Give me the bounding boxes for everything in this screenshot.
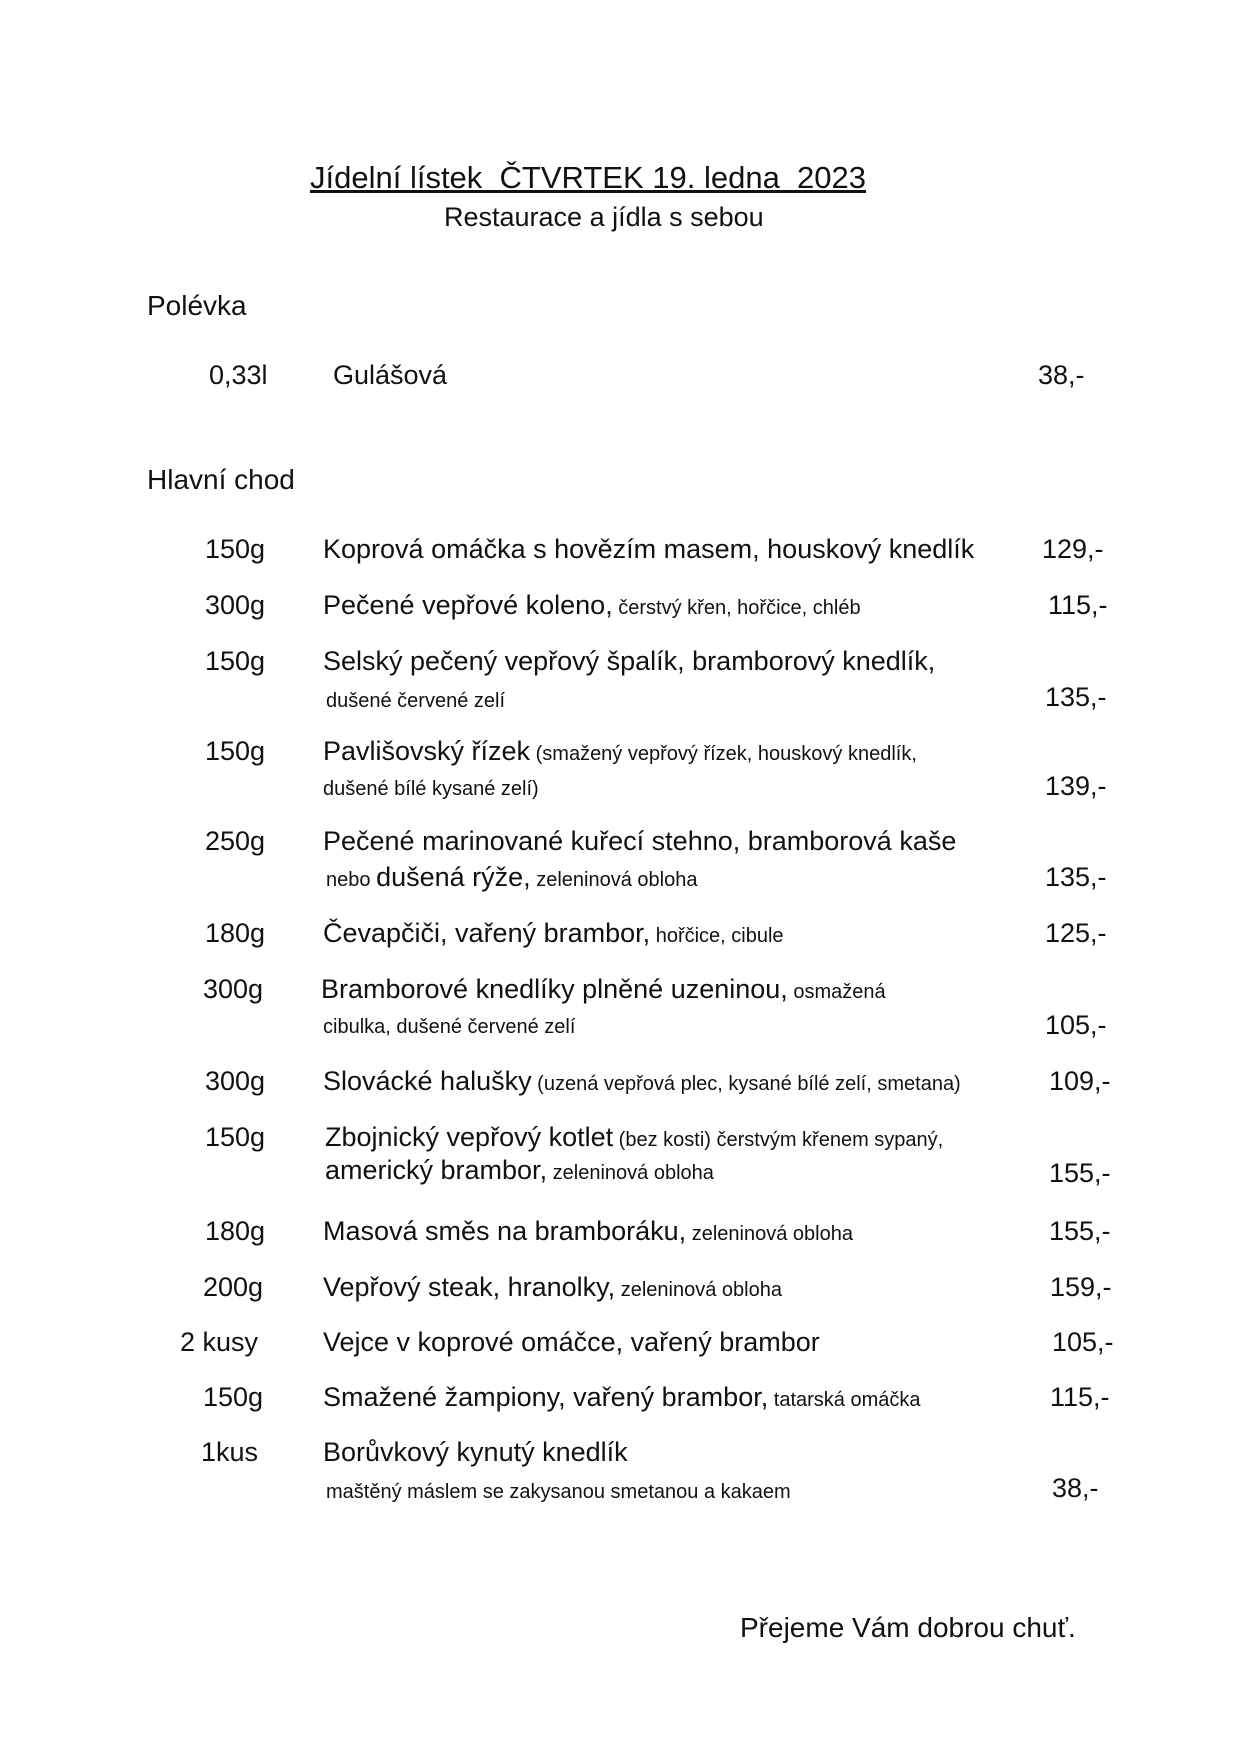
item-quantity: 150g: [203, 1382, 264, 1412]
item-name: [325, 1122, 943, 1153]
item-name-text: Slovácké halušky: [323, 1066, 532, 1096]
item-price: 139,-: [1045, 771, 1107, 801]
item-detail: (bez kosti) čerstvým křenem sypaný,: [613, 1129, 944, 1151]
item-line2: maštěný máslem se zakysanou smetanou a kakaem: [326, 1481, 791, 1503]
item-detail: hořčice, cibule: [650, 925, 784, 947]
item-name: [323, 1382, 921, 1413]
item-name: [323, 918, 784, 949]
item-detail: (smažený vepřový řízek, houskový knedlík,: [530, 743, 917, 765]
item-price: 115,-: [1050, 1382, 1110, 1412]
item-price: 109,-: [1049, 1066, 1111, 1096]
item-detail: čerstvý křen, hořčice, chléb: [612, 597, 861, 619]
item-quantity: 200g: [203, 1272, 264, 1302]
item-quantity: 300g: [203, 974, 264, 1004]
item-quantity: 180g: [205, 1216, 266, 1246]
item-name-text: Čevapčiči, vařený brambor,: [323, 918, 651, 948]
item-detail: tatarská omáčka: [768, 1389, 921, 1411]
item-name: Selský pečený vepřový špalík, bramborový knedlík,: [323, 646, 936, 676]
item-quantity: 250g: [205, 826, 266, 856]
item-quantity: 300g: [205, 1066, 266, 1096]
item-line2: [325, 1155, 714, 1186]
item-quantity: 150g: [205, 1122, 266, 1152]
item-name: Borůvkový kynutý knedlík: [323, 1437, 628, 1467]
item-name: Gulášová: [333, 360, 448, 390]
item-quantity: 150g: [205, 646, 266, 676]
item-price: 115,-: [1048, 590, 1108, 620]
item-name: Vejce v koprové omáčce, vařený brambor: [323, 1327, 820, 1357]
item-name: [323, 736, 917, 767]
item-quantity: 150g: [205, 736, 266, 766]
item-price: 38,-: [1038, 360, 1085, 390]
item-quantity: 300g: [205, 590, 266, 620]
item-price: 105,-: [1045, 1010, 1107, 1040]
item-price: 135,-: [1045, 862, 1107, 892]
closing-greeting: Přejeme Vám dobrou chuť.: [740, 1612, 1076, 1643]
item-name-text: Vepřový steak, hranolky,: [323, 1272, 616, 1302]
menu-title: Jídelní lístek ČTVRTEK 19. ledna 2023: [310, 160, 867, 195]
item-line2-big: dušená rýže,: [376, 862, 531, 892]
item-detail: osmažená: [787, 981, 886, 1003]
item-price: 155,-: [1049, 1216, 1111, 1246]
item-line2-pre: nebo: [326, 869, 377, 891]
item-line2-post: zeleninová obloha: [530, 869, 698, 891]
item-line2: dušené bílé kysané zelí): [323, 778, 539, 800]
item-name: Pečené marinované kuřecí stehno, bramborová kaše: [323, 826, 957, 856]
item-line2: [326, 862, 697, 893]
item-price: 105,-: [1052, 1327, 1114, 1357]
item-line2: cibulka, dušené červené zelí: [323, 1016, 576, 1038]
item-price: 38,-: [1052, 1473, 1099, 1503]
item-detail: (uzená vepřová plec, kysané bílé zelí, smetana): [531, 1073, 961, 1095]
item-price: 159,-: [1050, 1272, 1112, 1302]
item-name-text: Pavlišovský řízek: [323, 736, 531, 766]
item-quantity: 180g: [205, 918, 266, 948]
item-line2-big: americký brambor,: [325, 1155, 548, 1185]
item-line2: dušené červené zelí: [326, 690, 506, 712]
item-name: [323, 1272, 782, 1303]
item-detail: zeleninová obloha: [615, 1279, 782, 1301]
item-name: Koprová omáčka s hovězím masem, houskový knedlík: [323, 534, 975, 564]
section-heading-main: Hlavní chod: [147, 464, 295, 495]
item-quantity: 2 kusy: [180, 1327, 259, 1357]
item-price: 155,-: [1049, 1158, 1111, 1188]
item-name-text: Masová směs na bramboráku,: [323, 1216, 687, 1246]
item-price: 129,-: [1042, 534, 1104, 564]
item-price: 135,-: [1045, 682, 1107, 712]
item-name: [323, 590, 861, 621]
item-quantity: 0,33l: [209, 360, 268, 390]
section-heading-soup: Polévka: [147, 290, 247, 321]
item-line2-post: zeleninová obloha: [547, 1162, 714, 1184]
item-name: [321, 974, 886, 1005]
item-name-text: Smažené žampiony, vařený brambor,: [323, 1382, 769, 1412]
item-name-text: Zbojnický vepřový kotlet: [325, 1122, 614, 1152]
item-name: [323, 1216, 853, 1247]
item-price: 125,-: [1045, 918, 1107, 948]
item-quantity: 150g: [205, 534, 266, 564]
item-detail: zeleninová obloha: [686, 1223, 853, 1245]
item-name: [323, 1066, 961, 1097]
item-name-text: Bramborové knedlíky plněné uzeninou,: [321, 974, 788, 1004]
item-name-text: Pečené vepřové koleno,: [323, 590, 613, 620]
menu-subtitle: Restaurace a jídla s sebou: [444, 202, 764, 232]
item-quantity: 1kus: [201, 1437, 259, 1467]
